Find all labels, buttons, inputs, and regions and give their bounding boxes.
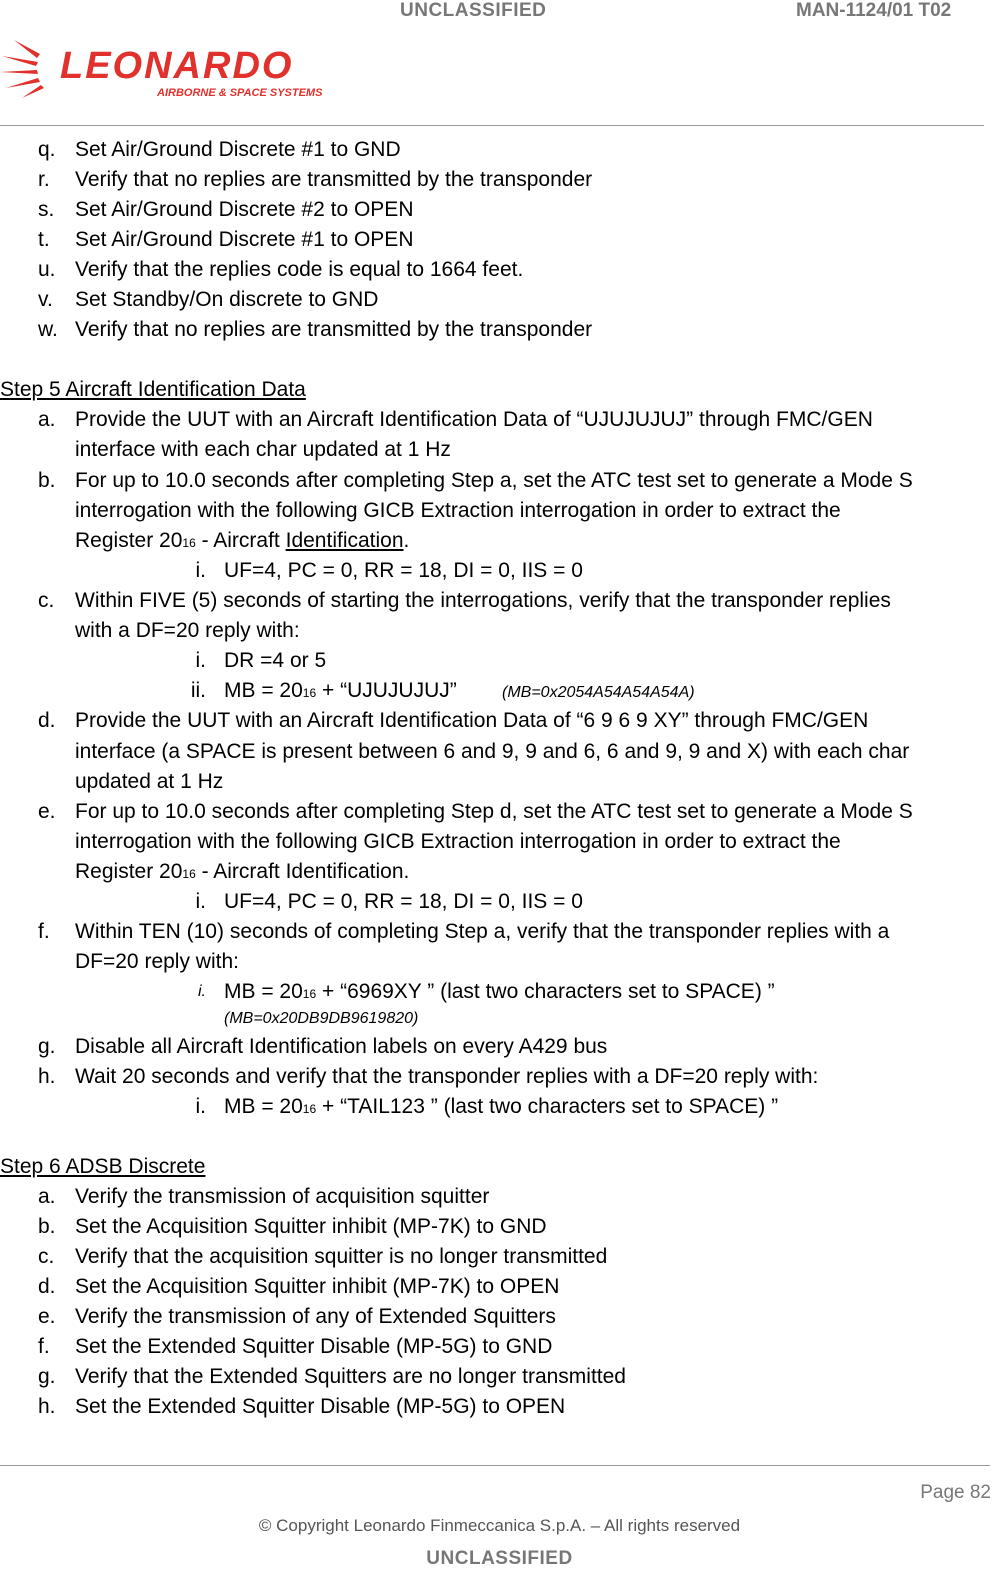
copyright-notice: © Copyright Leonardo Finmeccanica S.p.A. – All rights reserved xyxy=(258,1516,741,1535)
identification-link[interactable]: Identification xyxy=(285,529,404,552)
page-number: Page 82 xyxy=(920,1482,991,1503)
leonardo-logo-icon xyxy=(0,34,330,100)
step6-heading: Step 6 ADSB Discrete xyxy=(0,1155,206,1178)
document-number: MAN-1124/01 T02 xyxy=(796,0,952,21)
header-classification: UNCLASSIFIED xyxy=(400,0,547,21)
step5-heading: Step 5 Aircraft Identification Data xyxy=(0,378,306,401)
svg-text:LEONARDO: LEONARDO xyxy=(60,45,294,87)
header-rule xyxy=(0,125,984,126)
footer-rule xyxy=(0,1465,990,1466)
footer-classification: UNCLASSIFIED xyxy=(426,1548,573,1569)
svg-text:AIRBORNE & SPACE SYSTEMS: AIRBORNE & SPACE SYSTEMS xyxy=(157,87,323,99)
leonardo-logo xyxy=(0,34,330,100)
